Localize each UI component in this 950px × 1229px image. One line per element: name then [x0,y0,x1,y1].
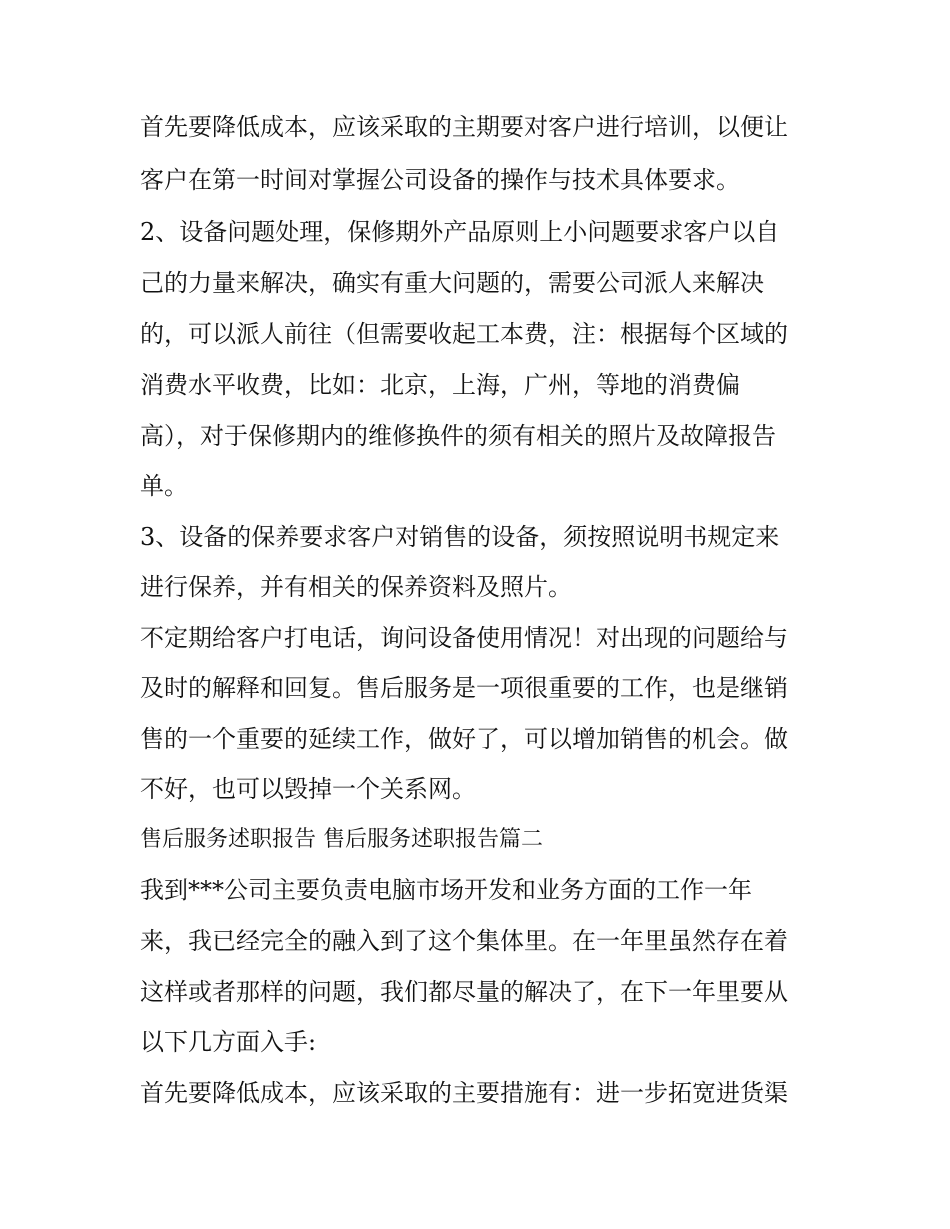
text-line: 我到***公司主要负责电脑市场开发和业务方面的工作一年 [140,876,752,904]
text-line: 2、设备问题处理，保修期外产品原则上小问题要求客户以自 [140,218,780,246]
text-line: 消费水平收费，比如：北京，上海，广州，等地的消费偏 [140,371,740,399]
text-line: 以下几方面入手: [140,1028,317,1056]
text-line: 的，可以派人前往（但需要收起工本费，注：根据每个区域的 [140,320,788,348]
section-heading: 售后服务述职报告 售后服务述职报告篇二 [140,827,543,852]
text-line: 3、设备的保养要求客户对销售的设备，须按照说明书规定来 [140,523,780,551]
text-line: 这样或者那样的问题，我们都尽量的解决了，在下一年里要从 [140,978,788,1006]
text-line: 及时的解释和回复。售后服务是一项很重要的工作，也是继销 [140,674,788,702]
text-line: 客户在第一时间对掌握公司设备的操作与技术具体要求。 [140,166,740,194]
text-line: 售的一个重要的延续工作，做好了，可以增加销售的机会。做 [140,725,788,753]
text-line: 不好，也可以毁掉一个关系网。 [140,775,476,803]
text-line: 不定期给客户打电话，询问设备使用情况！对出现的问题给与 [140,624,788,652]
text-line: 单。 [140,472,188,500]
text-line: 来，我已经完全的融入到了这个集体里。在一年里虽然存在着 [140,927,788,955]
text-line: 高），对于保修期内的维修换件的须有相关的照片及故障报告 [140,422,776,450]
text-line: 进行保养，并有相关的保养资料及照片。 [140,573,572,601]
text-line: 首先要降低成本，应该采取的主要措施有：进一步拓宽进货渠 [140,1079,788,1107]
text-line: 首先要降低成本，应该采取的主期要对客户进行培训，以便让 [140,113,788,141]
text-line: 己的力量来解决，确实有重大问题的，需要公司派人来解决 [140,269,764,297]
